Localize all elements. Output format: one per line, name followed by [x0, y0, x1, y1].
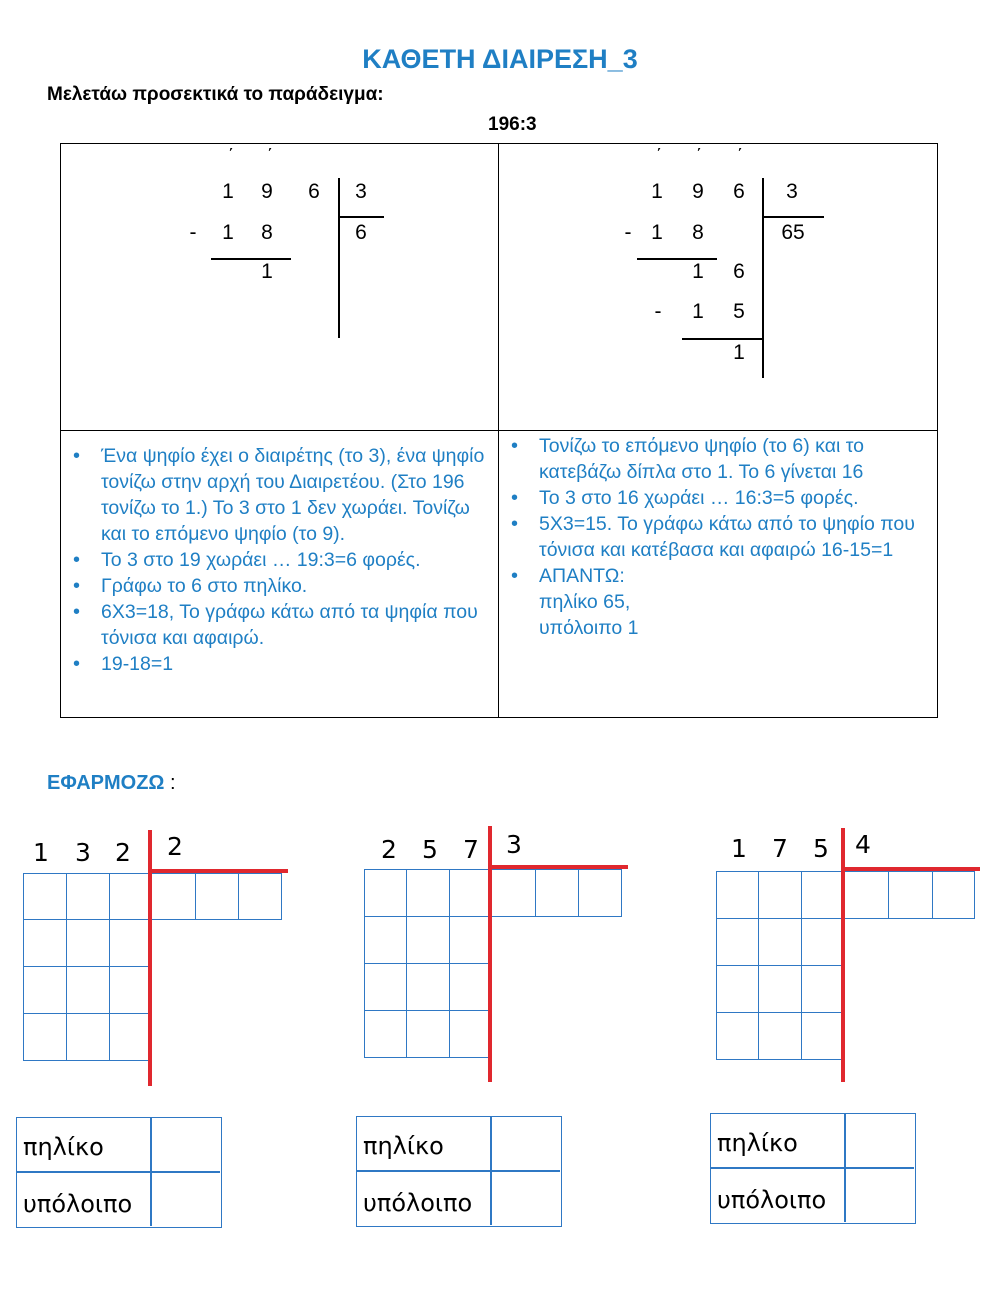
answer-cell[interactable]	[23, 873, 67, 920]
subtrahend-digit: 1	[651, 221, 663, 244]
division-horizontal-line	[841, 867, 980, 871]
exercise-divisor: 4	[855, 830, 871, 859]
explanation-left	[62, 443, 494, 677]
accent-mark: ΄	[656, 146, 662, 166]
division-vertical-line	[338, 178, 340, 338]
divisor: 3	[355, 180, 367, 203]
answer-cell[interactable]	[23, 919, 67, 967]
answer-cell[interactable]	[66, 966, 110, 1014]
answer-cell[interactable]	[66, 1013, 110, 1061]
answer-cell[interactable]	[406, 916, 450, 964]
apply-colon: :	[170, 772, 176, 794]
answer-cell[interactable]	[716, 965, 759, 1013]
quotient-label: πηλίκο	[363, 1132, 444, 1160]
quotient-label: πηλίκο	[717, 1129, 798, 1157]
quotient: 6	[355, 221, 367, 244]
partial-digit: 1	[692, 260, 704, 283]
exercise-dividend-digit: 7	[463, 835, 479, 864]
answer-cell[interactable]	[406, 869, 450, 917]
subtrahend-digit: 5	[733, 300, 745, 323]
exercise-dividend-digit: 1	[33, 838, 49, 867]
quotient: 65	[781, 221, 805, 244]
explanation-item: • Το 3 στο 16 χωράει … 16:3=5 φορές.	[500, 485, 936, 511]
exercise-dividend-digit: 1	[731, 834, 747, 863]
accent-mark: ΄	[267, 146, 273, 166]
remainder-answer-box[interactable]	[493, 1173, 559, 1223]
answer-cell[interactable]	[364, 963, 407, 1011]
explanation-item: • Το 3 στο 19 χωράει … 19:3=6 φορές.	[62, 547, 494, 573]
exercise-divisor: 3	[506, 830, 522, 859]
subtrahend-digit: 8	[261, 221, 273, 244]
exercise-divisor: 2	[167, 832, 183, 861]
quotient-cell[interactable]	[843, 871, 889, 919]
quotient-answer-box[interactable]	[153, 1120, 219, 1170]
division-horizontal-line	[488, 865, 628, 869]
page-title: ΚΑΘΕΤΗ ΔΙΑΙΡΕΣΗ_3	[362, 44, 638, 74]
quotient-cell[interactable]	[151, 873, 196, 920]
answer-cell[interactable]	[801, 871, 843, 919]
quotient-cell[interactable]	[195, 873, 239, 920]
subtraction-line	[682, 338, 762, 340]
apply-heading	[47, 772, 176, 795]
answer-cell[interactable]	[801, 965, 843, 1013]
answer-cell[interactable]	[109, 873, 151, 920]
explanation-item: • ΑΠΑΝΤΩ: πηλίκο 65, υπόλοιπο 1	[500, 563, 936, 641]
minus-sign: -	[189, 221, 197, 244]
answer-cell[interactable]	[801, 918, 843, 966]
explanation-item: • Τονίζω το επόμενο ψηφίο (το 6) και το κατεβάζω δίπλα στο 1. Το 6 γίνεται 16	[500, 433, 936, 485]
accent-mark: ΄	[696, 146, 702, 166]
subtrahend-digit: 1	[692, 300, 704, 323]
answer-cell[interactable]	[364, 869, 407, 917]
exercise-dividend-digit: 7	[772, 834, 788, 863]
subtrahend-digit: 1	[222, 221, 234, 244]
minus-sign: -	[624, 221, 632, 244]
exercise-dividend-digit: 5	[422, 835, 438, 864]
quotient-answer-box[interactable]	[493, 1119, 559, 1169]
division-horizontal-line	[338, 216, 384, 218]
answer-cell[interactable]	[758, 918, 802, 966]
answer-cell[interactable]	[449, 1010, 491, 1058]
remainder-label: υπόλοιπο	[717, 1186, 827, 1214]
subtrahend-digit: 8	[692, 221, 704, 244]
accent-mark: ΄	[228, 146, 234, 166]
division-horizontal-line	[148, 869, 288, 873]
quotient-cell[interactable]	[578, 869, 622, 917]
division-horizontal-line	[762, 216, 824, 218]
accent-mark: ΄	[737, 146, 743, 166]
answer-cell[interactable]	[449, 869, 491, 917]
answer-cell[interactable]	[109, 919, 151, 967]
exercise-dividend-digit: 2	[381, 835, 397, 864]
divisor: 3	[786, 180, 798, 203]
answer-cell[interactable]	[364, 1010, 407, 1058]
answer-cell[interactable]	[406, 963, 450, 1011]
quotient-cell[interactable]	[932, 871, 975, 919]
exercise-dividend-digit: 5	[813, 834, 829, 863]
answer-cell[interactable]	[406, 1010, 450, 1058]
exercise-dividend-digit: 2	[115, 838, 131, 867]
division-vertical-line	[762, 178, 764, 378]
remainder-answer-box[interactable]	[153, 1174, 219, 1224]
quotient-cell[interactable]	[535, 869, 579, 917]
answer-table	[356, 1116, 562, 1227]
explanation-item: • Ένα ψηφίο έχει ο διαιρέτης (το 3), ένα ψηφίο τονίζω στην αρχή του Διαιρετέου. (Στο 196 τονίζω το 1.) Το 3 στο 1 δεν χωράει. Τονίζω και το επόμενο ψηφίο (το 9).	[62, 443, 494, 547]
dividend-digit: 1	[222, 180, 234, 203]
remainder-answer-box[interactable]	[847, 1170, 913, 1220]
dividend-digit: 6	[308, 180, 320, 203]
answer-cell[interactable]	[801, 1012, 843, 1060]
quotient-cell[interactable]	[238, 873, 282, 920]
partial-digit: 6	[733, 260, 745, 283]
answer-table	[710, 1113, 916, 1224]
explanation-item: • 19-18=1	[62, 651, 494, 677]
dividend-digit: 1	[651, 180, 663, 203]
answer-table	[16, 1117, 222, 1228]
answer-cell[interactable]	[716, 1012, 759, 1060]
explanation-item: • 5Χ3=15. Το γράφω κάτω από το ψηφίο που τόνισα και κατέβασα και αφαιρώ 16-15=1	[500, 511, 936, 563]
dividend-digit: 9	[692, 180, 704, 203]
remainder: 1	[733, 341, 745, 364]
explanation-right	[500, 433, 936, 641]
answer-cell[interactable]	[449, 963, 491, 1011]
dividend-digit: 9	[261, 180, 273, 203]
answer-cell[interactable]	[364, 916, 407, 964]
minus-sign: -	[654, 300, 662, 323]
quotient-label: πηλίκο	[23, 1133, 104, 1161]
answer-cell[interactable]	[716, 918, 759, 966]
remainder-label: υπόλοιπο	[23, 1190, 133, 1218]
quotient-cell[interactable]	[491, 869, 536, 917]
answer-cell[interactable]	[66, 919, 110, 967]
quotient-cell[interactable]	[888, 871, 933, 919]
example-problem: 196:3	[488, 114, 537, 135]
apply-label: ΕΦΑΡΜΟΖΩ	[47, 772, 165, 794]
answer-cell[interactable]	[758, 871, 802, 919]
dividend-digit: 6	[733, 180, 745, 203]
quotient-answer-box[interactable]	[847, 1116, 913, 1166]
explanation-item: • 6Χ3=18, Το γράφω κάτω από τα ψηφία που τόνισα και αφαιρώ.	[62, 599, 494, 651]
answer-cell[interactable]	[449, 916, 491, 964]
exercise-dividend-digit: 3	[75, 838, 91, 867]
remainder: 1	[261, 260, 273, 283]
answer-cell[interactable]	[758, 965, 802, 1013]
intro-text: Μελετάω προσεκτικά το παράδειγμα:	[47, 84, 384, 105]
subtraction-line	[211, 258, 291, 260]
explanation-item: • Γράφω το 6 στο πηλίκο.	[62, 573, 494, 599]
answer-cell[interactable]	[23, 1013, 67, 1061]
answer-cell[interactable]	[23, 966, 67, 1014]
answer-cell[interactable]	[66, 873, 110, 920]
answer-cell[interactable]	[758, 1012, 802, 1060]
answer-cell[interactable]	[109, 966, 151, 1014]
answer-cell[interactable]	[109, 1013, 151, 1061]
answer-cell[interactable]	[716, 871, 759, 919]
remainder-label: υπόλοιπο	[363, 1189, 473, 1217]
